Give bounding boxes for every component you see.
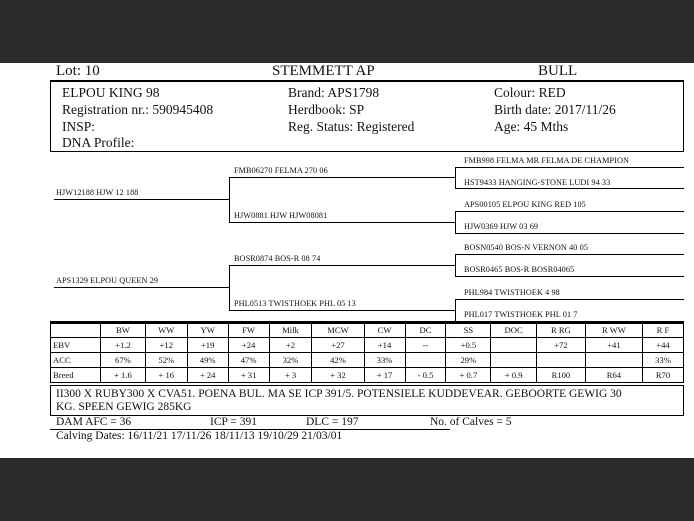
calving-dates: Calving Dates: 16/11/21 17/11/26 18/11/13 19/10/29 21/03/01 <box>56 430 343 442</box>
notes-line-1: II300 X RUBY300 X CVA51. POENA BUL. MA SE ICP 391/5. POTENSIELE KUDDEVEAR. GEBOORTE GEWIG 30 <box>56 388 622 400</box>
table-cell: +0.5 <box>446 338 491 353</box>
header-cell: MCW <box>312 323 364 338</box>
catalogue-sheet <box>0 63 694 458</box>
dlc: DLC = 197 <box>306 416 359 428</box>
table-cell: +72 <box>536 338 585 353</box>
table-cell: R64 <box>585 368 642 383</box>
table-cell: + 0.7 <box>446 368 491 383</box>
table-cell: ACC <box>51 353 101 368</box>
header-cell: Milk <box>269 323 312 338</box>
dna-profile: DNA Profile: <box>62 135 135 150</box>
table-cell: -- <box>405 338 446 353</box>
table-cell: +1.2 <box>101 338 146 353</box>
header-cell: WW <box>145 323 187 338</box>
table-cell: +24 <box>228 338 269 353</box>
table-cell: 29% <box>446 353 491 368</box>
table-cell: 49% <box>187 353 228 368</box>
header-cell: CW <box>364 323 405 338</box>
pedigree-ddd: PHL017 TWISTHOEK PHL 01 7 <box>464 310 578 319</box>
pedigree-sire-dam: HJW0881 HJW HJW08081 <box>234 211 328 220</box>
performance-table <box>50 322 684 383</box>
header-cell: R F <box>642 323 683 338</box>
table-cell <box>585 353 642 368</box>
notes-line-2: KG. SPEEN GEWIG 285KG <box>56 401 192 413</box>
table-cell: - 0.5 <box>405 368 446 383</box>
table-cell: 52% <box>145 353 187 368</box>
age: Age: 45 Mths <box>494 119 569 134</box>
lot-number: Lot: 10 <box>56 63 100 79</box>
table-cell: R70 <box>642 368 683 383</box>
table-cell: + 31 <box>228 368 269 383</box>
table-cell <box>536 353 585 368</box>
table-cell: 47% <box>228 353 269 368</box>
table-cell: + 1.6 <box>101 368 146 383</box>
pedigree-sire: HJW12188 HJW 12 188 <box>56 188 139 197</box>
registration-number: Registration nr.: 590945408 <box>62 102 214 117</box>
table-cell: EBV <box>51 338 101 353</box>
icp: ICP = 391 <box>210 416 257 428</box>
insp-label: INSP: <box>62 119 96 134</box>
header-cell: YW <box>187 323 228 338</box>
ebv-row <box>51 338 684 353</box>
table-cell: Breed <box>51 368 101 383</box>
table-cell <box>491 353 537 368</box>
header-cell: FW <box>228 323 269 338</box>
table-cell: 42% <box>312 353 364 368</box>
table-cell: +44 <box>642 338 683 353</box>
table-cell: 33% <box>642 353 683 368</box>
table-cell <box>405 353 446 368</box>
header-cell <box>51 323 101 338</box>
pedigree-ssd: HST9433 HANGING-STONE LUDI 94 33 <box>464 178 611 187</box>
number-of-calves: No. of Calves = 5 <box>430 416 512 428</box>
animal-name: ELPOU KING 98 <box>62 85 160 100</box>
header-cell: SS <box>446 323 491 338</box>
pedigree-dam-dam: PHL0513 TWISTHOEK PHL 05 13 <box>234 299 356 308</box>
table-cell: 32% <box>269 353 312 368</box>
table-cell: +14 <box>364 338 405 353</box>
table-cell <box>491 338 537 353</box>
table-cell: 67% <box>101 353 146 368</box>
registration-status: Reg. Status: Registered <box>288 119 415 134</box>
pedigree-dds: PHL984 TWISTHOEK 4 98 <box>464 288 560 297</box>
table-cell: +2 <box>269 338 312 353</box>
header-cell: BW <box>101 323 146 338</box>
pedigree-dss: BOSN0540 BOS-N VERNON 40 05 <box>464 243 589 252</box>
breeder-name: STEMMETT AP <box>272 63 375 79</box>
pedigree-dam: APS1329 ELPOU QUEEN 29 <box>56 276 159 285</box>
table-cell: + 24 <box>187 368 228 383</box>
header-cell: DC <box>405 323 446 338</box>
header-cell: R WW <box>585 323 642 338</box>
brand: Brand: APS1798 <box>288 85 380 100</box>
acc-row <box>51 353 684 368</box>
table-cell: R100 <box>536 368 585 383</box>
header-cell: R RG <box>536 323 585 338</box>
pedigree-sds: APS00105 ELPOU KING RED 105 <box>464 200 586 209</box>
table-cell: +12 <box>145 338 187 353</box>
dam-afc: DAM AFC = 36 <box>56 416 132 428</box>
table-cell: +27 <box>312 338 364 353</box>
pedigree-sss: FMB998 FELMA MR FELMA DE CHAMPION <box>464 156 630 165</box>
header-cell: DOC <box>491 323 537 338</box>
table-cell: + 32 <box>312 368 364 383</box>
table-cell: + 16 <box>145 368 187 383</box>
table-cell: + 0.9 <box>491 368 537 383</box>
herdbook: Herdbook: SP <box>288 102 365 117</box>
table-cell: + 3 <box>269 368 312 383</box>
table-cell: 33% <box>364 353 405 368</box>
animal-sex: BULL <box>538 63 578 79</box>
table-cell: + 17 <box>364 368 405 383</box>
breed-row <box>51 368 684 383</box>
pedigree-sdd: HJW0369 HJW 03 69 <box>464 222 539 231</box>
pedigree-dsd: BOSR0465 BOS-R BOSR04065 <box>464 265 575 274</box>
birth-date: Birth date: 2017/11/26 <box>494 102 616 117</box>
table-cell: +41 <box>585 338 642 353</box>
table-cell: +19 <box>187 338 228 353</box>
pedigree-sire-sire: FMB06270 FELMA 270 06 <box>234 166 328 175</box>
pedigree-dam-sire: BOSR0874 BOS-R 08 74 <box>234 254 321 263</box>
performance-header-row <box>51 323 684 338</box>
colour: Colour: RED <box>494 85 566 100</box>
